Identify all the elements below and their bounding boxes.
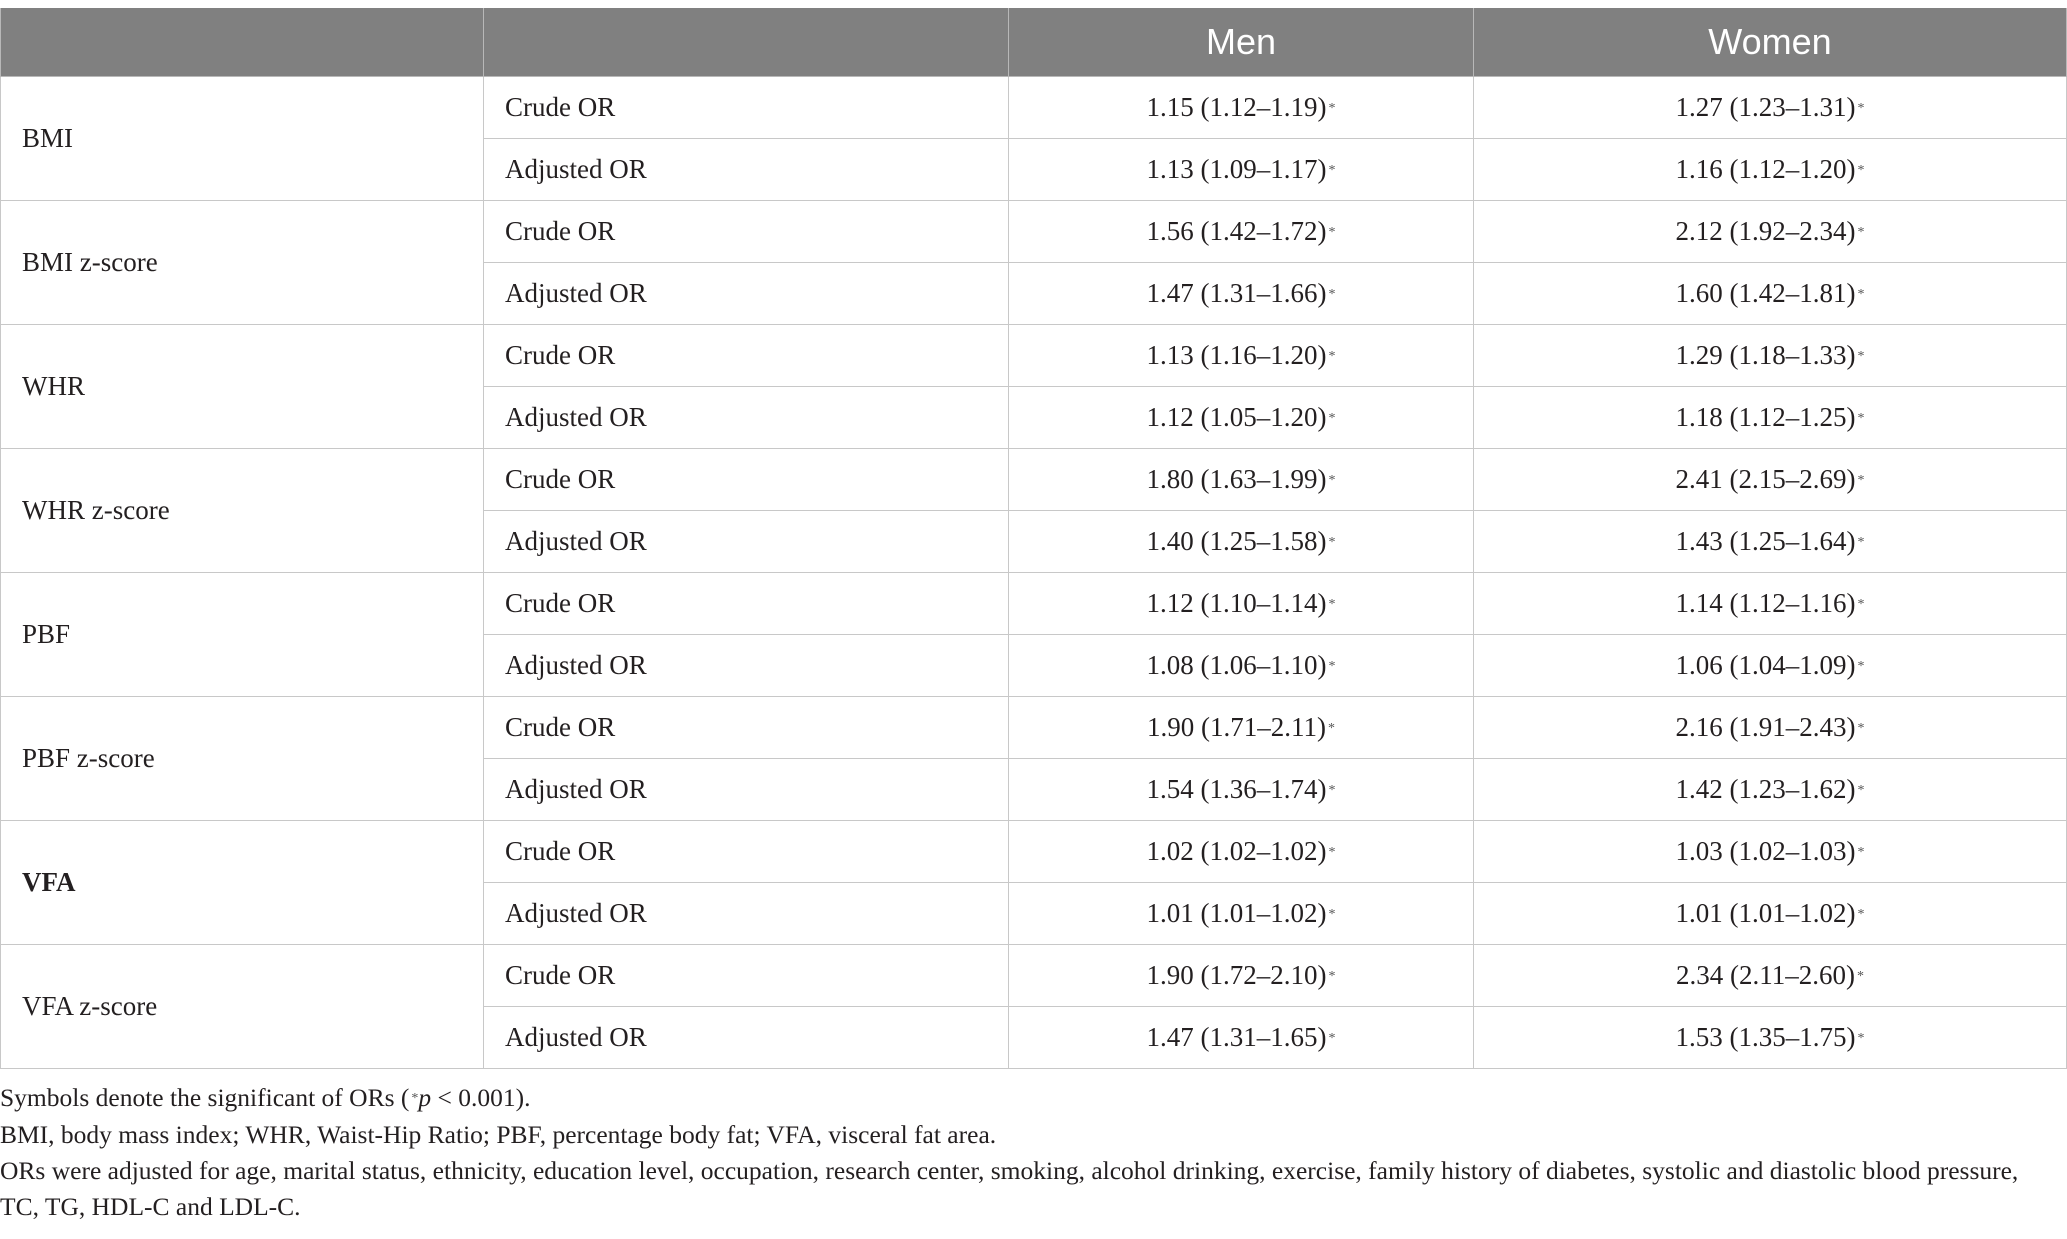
- significance-marker: *: [1857, 597, 1865, 612]
- men-value-cell: [1009, 573, 1474, 635]
- men-odds-ratio: 1.54 (1.36–1.74): [1146, 774, 1327, 804]
- significance-marker: *: [1328, 163, 1336, 178]
- men-value-cell: [1009, 883, 1474, 945]
- significance-marker: *: [1328, 287, 1336, 302]
- variable-cell: WHR: [1, 325, 484, 449]
- women-odds-ratio: 2.34 (2.11–2.60): [1676, 960, 1855, 990]
- significance-marker: *: [1328, 845, 1336, 860]
- significance-marker: *: [1857, 349, 1865, 364]
- significance-marker: *: [1857, 287, 1865, 302]
- significance-marker: *: [1857, 101, 1865, 116]
- women-value-cell: [1474, 325, 2067, 387]
- men-odds-ratio: 1.47 (1.31–1.66): [1146, 278, 1327, 308]
- variable-cell: PBF: [1, 573, 484, 697]
- significance-marker: *: [1857, 163, 1865, 178]
- men-value-cell: [1009, 325, 1474, 387]
- men-value-cell: [1009, 139, 1474, 201]
- or-type-cell: Crude OR: [484, 945, 1009, 1007]
- or-type-cell: Adjusted OR: [484, 511, 1009, 573]
- men-odds-ratio: 1.12 (1.10–1.14): [1146, 588, 1327, 618]
- or-type-cell: Crude OR: [484, 201, 1009, 263]
- significance-marker: *: [1328, 597, 1336, 612]
- or-type-cell: Adjusted OR: [484, 387, 1009, 449]
- significance-marker: *: [1328, 783, 1336, 798]
- men-value-cell: [1009, 387, 1474, 449]
- significance-marker: *: [1857, 225, 1865, 240]
- significance-marker: *: [1328, 473, 1336, 488]
- table-row: [1, 573, 2067, 635]
- or-type-cell: Crude OR: [484, 77, 1009, 139]
- women-odds-ratio: 2.12 (1.92–2.34): [1675, 216, 1856, 246]
- footnote-symbols-prefix: Symbols denote the significant of ORs (: [0, 1083, 410, 1112]
- women-odds-ratio: 1.60 (1.42–1.81): [1675, 278, 1856, 308]
- men-odds-ratio: 1.80 (1.63–1.99): [1146, 464, 1327, 494]
- women-value-cell: [1474, 139, 2067, 201]
- header-or-type: [484, 8, 1009, 77]
- table-footnotes: [0, 1080, 2050, 1225]
- table-row: [1, 821, 2067, 883]
- footnote-adjustment: ORs were adjusted for age, marital status, ethnicity, education level, occupation, research center, smoking, alcohol drinking, exercise, family history of diabetes, systolic and diastolic blood pressure, TC, TG, HDL-C and LDL-C.: [0, 1156, 2019, 1221]
- significance-marker: *: [1328, 225, 1336, 240]
- women-value-cell: [1474, 449, 2067, 511]
- women-value-cell: [1474, 573, 2067, 635]
- header-men: Men: [1009, 8, 1474, 77]
- footnote-p-symbol: p: [418, 1083, 432, 1112]
- women-odds-ratio: 2.41 (2.15–2.69): [1675, 464, 1856, 494]
- header-row: [1, 8, 2067, 77]
- or-type-cell: Crude OR: [484, 821, 1009, 883]
- significance-marker: *: [1857, 845, 1865, 860]
- men-value-cell: [1009, 201, 1474, 263]
- women-value-cell: [1474, 945, 2067, 1007]
- women-value-cell: [1474, 635, 2067, 697]
- significance-marker: *: [1857, 1031, 1865, 1046]
- significance-marker: *: [1328, 659, 1336, 674]
- women-odds-ratio: 1.29 (1.18–1.33): [1675, 340, 1856, 370]
- or-type-cell: Crude OR: [484, 573, 1009, 635]
- or-type-cell: Adjusted OR: [484, 883, 1009, 945]
- women-value-cell: [1474, 387, 2067, 449]
- significance-marker: *: [1857, 411, 1865, 426]
- women-odds-ratio: 1.27 (1.23–1.31): [1675, 92, 1856, 122]
- men-value-cell: [1009, 1007, 1474, 1069]
- significance-marker: *: [1857, 659, 1865, 674]
- significance-marker: *: [1857, 535, 1865, 550]
- men-odds-ratio: 1.56 (1.42–1.72): [1146, 216, 1327, 246]
- women-value-cell: [1474, 821, 2067, 883]
- footnote-symbols-suffix: < 0.001).: [431, 1083, 531, 1112]
- women-odds-ratio: 1.03 (1.02–1.03): [1675, 836, 1856, 866]
- or-type-cell: Crude OR: [484, 325, 1009, 387]
- women-odds-ratio: 1.42 (1.23–1.62): [1675, 774, 1856, 804]
- variable-cell: WHR z-score: [1, 449, 484, 573]
- women-odds-ratio: 1.16 (1.12–1.20): [1675, 154, 1856, 184]
- header-variable: [1, 8, 484, 77]
- women-value-cell: [1474, 697, 2067, 759]
- men-odds-ratio: 1.08 (1.06–1.10): [1146, 650, 1327, 680]
- men-odds-ratio: 1.13 (1.09–1.17): [1146, 154, 1327, 184]
- or-type-cell: Adjusted OR: [484, 139, 1009, 201]
- women-value-cell: [1474, 883, 2067, 945]
- men-odds-ratio: 1.01 (1.01–1.02): [1146, 898, 1327, 928]
- women-odds-ratio: 1.06 (1.04–1.09): [1675, 650, 1856, 680]
- footnote-symbols: [0, 1080, 2050, 1117]
- women-odds-ratio: 2.16 (1.91–2.43): [1675, 712, 1856, 742]
- significance-marker: *: [1857, 721, 1865, 736]
- or-type-cell: Adjusted OR: [484, 759, 1009, 821]
- men-odds-ratio: 1.02 (1.02–1.02): [1146, 836, 1327, 866]
- men-value-cell: [1009, 759, 1474, 821]
- variable-cell: BMI z-score: [1, 201, 484, 325]
- women-odds-ratio: 1.01 (1.01–1.02): [1675, 898, 1856, 928]
- significance-marker: *: [1328, 411, 1336, 426]
- significance-marker: *: [1328, 349, 1336, 364]
- significance-marker: *: [1328, 907, 1336, 922]
- significance-marker: *: [1327, 721, 1335, 736]
- men-value-cell: [1009, 635, 1474, 697]
- variable-cell: BMI: [1, 77, 484, 201]
- women-value-cell: [1474, 511, 2067, 573]
- men-odds-ratio: 1.90 (1.71–2.11): [1147, 712, 1326, 742]
- men-odds-ratio: 1.40 (1.25–1.58): [1146, 526, 1327, 556]
- header-women: Women: [1474, 8, 2067, 77]
- significance-marker: *: [1328, 535, 1336, 550]
- men-odds-ratio: 1.47 (1.31–1.65): [1146, 1022, 1327, 1052]
- women-odds-ratio: 1.14 (1.12–1.16): [1675, 588, 1856, 618]
- women-value-cell: [1474, 77, 2067, 139]
- significance-marker: *: [411, 1091, 419, 1106]
- women-value-cell: [1474, 759, 2067, 821]
- or-type-cell: Adjusted OR: [484, 635, 1009, 697]
- variable-cell: PBF z-score: [1, 697, 484, 821]
- table-body: [1, 77, 2067, 1069]
- variable-cell: VFA z-score: [1, 945, 484, 1069]
- men-odds-ratio: 1.15 (1.12–1.19): [1146, 92, 1327, 122]
- or-type-cell: Adjusted OR: [484, 263, 1009, 325]
- or-type-cell: Adjusted OR: [484, 1007, 1009, 1069]
- men-odds-ratio: 1.90 (1.72–2.10): [1146, 960, 1327, 990]
- men-value-cell: [1009, 511, 1474, 573]
- significance-marker: *: [1857, 473, 1865, 488]
- table-row: [1, 697, 2067, 759]
- men-value-cell: [1009, 821, 1474, 883]
- men-value-cell: [1009, 263, 1474, 325]
- significance-marker: *: [1857, 783, 1865, 798]
- men-value-cell: [1009, 77, 1474, 139]
- significance-marker: *: [1856, 969, 1864, 984]
- table-row: [1, 201, 2067, 263]
- significance-marker: *: [1328, 969, 1336, 984]
- variable-cell: VFA: [1, 821, 484, 945]
- women-value-cell: [1474, 201, 2067, 263]
- significance-marker: *: [1328, 101, 1336, 116]
- women-value-cell: [1474, 1007, 2067, 1069]
- women-odds-ratio: 1.43 (1.25–1.64): [1675, 526, 1856, 556]
- table-row: [1, 325, 2067, 387]
- significance-marker: *: [1857, 907, 1865, 922]
- table-row: [1, 945, 2067, 1007]
- men-value-cell: [1009, 449, 1474, 511]
- women-value-cell: [1474, 263, 2067, 325]
- men-odds-ratio: 1.12 (1.05–1.20): [1146, 402, 1327, 432]
- women-odds-ratio: 1.18 (1.12–1.25): [1675, 402, 1856, 432]
- men-odds-ratio: 1.13 (1.16–1.20): [1146, 340, 1327, 370]
- odds-ratio-table: [0, 8, 2067, 1069]
- footnote-abbreviations: BMI, body mass index; WHR, Waist-Hip Ratio; PBF, percentage body fat; VFA, visceral fat area.: [0, 1120, 997, 1149]
- men-value-cell: [1009, 697, 1474, 759]
- women-odds-ratio: 1.53 (1.35–1.75): [1675, 1022, 1856, 1052]
- table-row: [1, 449, 2067, 511]
- or-type-cell: Crude OR: [484, 449, 1009, 511]
- significance-marker: *: [1328, 1031, 1336, 1046]
- or-type-cell: Crude OR: [484, 697, 1009, 759]
- table-row: [1, 77, 2067, 139]
- men-value-cell: [1009, 945, 1474, 1007]
